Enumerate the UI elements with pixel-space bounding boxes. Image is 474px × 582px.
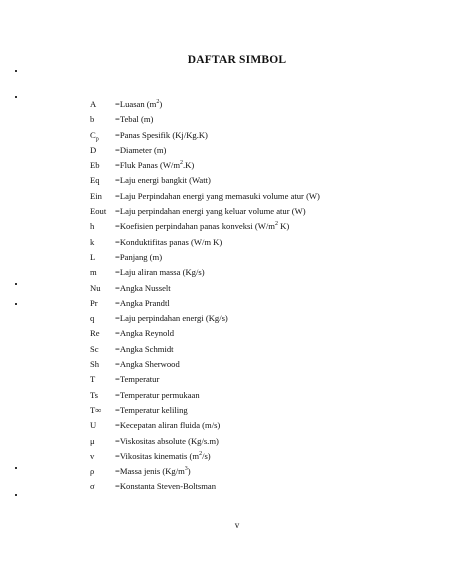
symbol-row: [90, 112, 460, 127]
description-text: =Kecepatan aliran fluida (m/s): [115, 420, 221, 431]
symbol: [90, 326, 115, 341]
scan-mark: [15, 467, 17, 469]
symbol-description: [115, 372, 460, 387]
symbol: [90, 403, 115, 418]
symbol-text: ρ: [90, 466, 95, 477]
symbol-text: T: [90, 374, 96, 385]
description-text: =Laju energi bangkit (Watt): [115, 175, 211, 186]
symbol-description: [115, 128, 460, 143]
symbol: [90, 250, 115, 265]
unit-superscript: 2: [274, 221, 278, 228]
symbol-text: Nu: [90, 282, 101, 293]
description-text: =Laju aliran massa (Kg/s): [115, 267, 205, 278]
symbol-description: [115, 143, 460, 158]
symbol-text: D: [90, 144, 97, 155]
description-text: =Diameter (m): [115, 144, 167, 155]
symbol-row: [90, 281, 460, 296]
description-text: =Koefisien perpindahan panas konveksi (W/m: [115, 221, 275, 232]
description-text: =Panjang (m): [115, 251, 163, 262]
symbol-text: Eb: [90, 160, 100, 171]
symbol-description: [115, 97, 460, 112]
symbol-description: [115, 434, 460, 449]
page-title: DAFTAR SIMBOL: [187, 54, 287, 66]
symbol-text: v: [90, 450, 95, 461]
symbol-text: Ts: [90, 389, 98, 400]
symbol-text: T∞: [90, 404, 102, 415]
description-text: =Angka Sherwood: [115, 359, 180, 370]
symbol-row: [90, 204, 460, 219]
symbol-description: [115, 265, 460, 280]
symbol-row: [90, 311, 460, 326]
description-text: =Angka Prandtl: [115, 297, 170, 308]
symbol-description: [115, 281, 460, 296]
symbol: [90, 204, 115, 219]
symbol-text: Eq: [90, 175, 100, 186]
symbol-description: [115, 449, 460, 464]
symbol: [90, 296, 115, 311]
description-text: =Temperatur permukaan: [115, 389, 200, 400]
symbol-text: k: [90, 236, 95, 247]
description-text: =Konstanta Steven-Boltsman: [115, 481, 217, 492]
symbol-text: Sh: [90, 359, 100, 370]
symbol: [90, 143, 115, 158]
symbol-description: [115, 204, 460, 219]
description-text: =Angka Reynold: [115, 328, 175, 339]
unit-superscript: 3: [184, 466, 188, 473]
scan-mark: [15, 303, 17, 305]
symbol-row: [90, 189, 460, 204]
description-text: =Tebal (m): [115, 114, 154, 125]
description-text: =Vikositas kinematis (m: [115, 450, 200, 461]
unit-superscript: 2: [156, 99, 160, 106]
description-tail: /s): [202, 450, 211, 461]
scan-mark: [15, 96, 17, 98]
symbol-description: [115, 326, 460, 341]
symbol-description: [115, 403, 460, 418]
description-text: =Viskositas absolute (Kg/s.m): [115, 435, 219, 446]
symbol: [90, 281, 115, 296]
page-number: v: [234, 520, 240, 530]
symbol-description: [115, 388, 460, 403]
symbol-row: [90, 173, 460, 188]
symbol-description: [115, 250, 460, 265]
scan-mark: [15, 494, 17, 496]
symbol-text: L: [90, 251, 96, 262]
symbol-row: [90, 418, 460, 433]
symbol-row: [90, 296, 460, 311]
symbol: [90, 418, 115, 433]
symbol-row: [90, 143, 460, 158]
symbol-row: [90, 128, 460, 143]
symbol: [90, 479, 115, 494]
symbol: [90, 357, 115, 372]
symbol-description: [115, 464, 460, 479]
symbol-row: [90, 372, 460, 387]
description-text: =Panas Spesifik (Kj/Kg.K): [115, 129, 208, 140]
symbol-description: [115, 112, 460, 127]
symbol: [90, 342, 115, 357]
symbol-text: A: [90, 99, 97, 109]
symbol-description: [115, 479, 460, 494]
symbol-row: [90, 357, 460, 372]
description-tail: ): [187, 466, 191, 477]
symbol-text: Eout: [90, 206, 107, 217]
symbol: [90, 219, 115, 234]
symbol-text: μ: [90, 435, 95, 446]
description-tail: K): [277, 221, 290, 232]
symbol-row: [90, 97, 460, 112]
symbol: [90, 97, 115, 112]
description-text: =Massa jenis (Kg/m: [115, 466, 185, 477]
description-text: =Temperatur: [115, 374, 160, 385]
symbol-subscript: p: [95, 136, 99, 143]
description-tail: ): [159, 99, 163, 109]
unit-superscript: 2: [180, 160, 183, 167]
symbol-row: [90, 250, 460, 265]
symbol-row: [90, 235, 460, 250]
scan-mark: [15, 70, 17, 72]
symbol-text: Ein: [90, 190, 102, 201]
unit-superscript: 2: [199, 450, 203, 457]
symbol-description: [115, 342, 460, 357]
symbol-text: Sc: [90, 343, 99, 354]
description-text: =Luasan (m: [115, 99, 157, 109]
symbol: [90, 112, 115, 127]
symbol-description: [115, 173, 460, 188]
symbol-description: [115, 296, 460, 311]
description-text: =Temperatur keliling: [115, 404, 188, 415]
symbol: [90, 449, 115, 464]
symbol: [90, 372, 115, 387]
symbol: [90, 173, 115, 188]
scan-mark: [15, 283, 17, 285]
symbol-description: [115, 189, 460, 204]
description-text: =Angka Nusselt: [115, 282, 171, 293]
symbol-row: [90, 326, 460, 341]
symbol-text: q: [90, 313, 95, 324]
symbol-text: Pr: [90, 297, 98, 308]
symbol-row: [90, 403, 460, 418]
symbol: [90, 388, 115, 403]
symbol: [90, 464, 115, 479]
description-text: =Fluk Panas (W/m: [115, 160, 180, 171]
symbol: [90, 189, 115, 204]
symbol-text: C: [90, 129, 96, 140]
symbol-row: [90, 479, 460, 494]
symbol-description: [115, 311, 460, 326]
symbol: [90, 311, 115, 326]
symbol-row: [90, 342, 460, 357]
symbol: [90, 265, 115, 280]
symbol-text: σ: [90, 481, 95, 492]
symbol-text: Re: [90, 328, 100, 339]
description-text: =Laju perpindahan energi yang keluar volume atur (W): [115, 206, 306, 217]
symbol-text: U: [90, 420, 97, 431]
symbol-row: [90, 449, 460, 464]
symbol-text: b: [90, 114, 95, 125]
symbol-row: [90, 219, 460, 234]
symbol-row: [90, 434, 460, 449]
symbol-list: [90, 97, 460, 495]
symbol-description: [115, 357, 460, 372]
symbol-description: [115, 235, 460, 250]
symbol-description: [115, 158, 460, 173]
symbol-row: [90, 464, 460, 479]
symbol: [90, 158, 115, 173]
description-text: =Angka Schmidt: [115, 343, 174, 354]
symbol: [90, 128, 115, 143]
description-tail: .K): [183, 160, 195, 171]
symbol-description: [115, 219, 460, 234]
symbol-row: [90, 388, 460, 403]
symbol-row: [90, 158, 460, 173]
symbol-text: h: [90, 221, 95, 232]
symbol: [90, 434, 115, 449]
description-text: =Laju perpindahan energi (Kg/s): [115, 313, 228, 324]
symbol-description: [115, 418, 460, 433]
symbol-row: [90, 265, 460, 280]
description-text: =Laju Perpindahan energi yang memasuki volume atur (W): [115, 190, 320, 201]
description-text: =Konduktifitas panas (W/m K): [115, 236, 223, 247]
symbol-text: m: [90, 267, 97, 278]
symbol: [90, 235, 115, 250]
